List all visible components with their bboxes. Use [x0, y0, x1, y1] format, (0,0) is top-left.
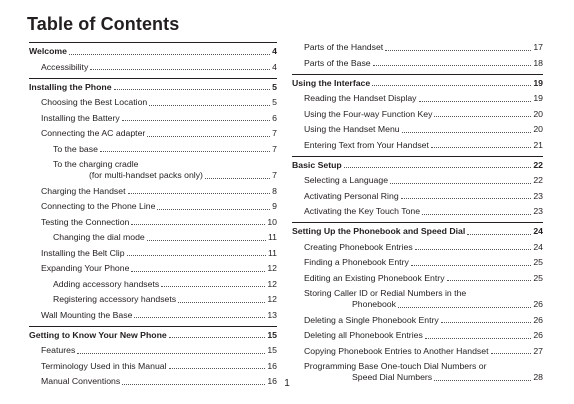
dot-leader [169, 368, 266, 369]
toc-entry-title: To the charging cradle [53, 159, 139, 169]
toc-entry-title: Activating Personal Ring [304, 190, 399, 201]
toc-entry-title: Using the Four-way Function Key [304, 108, 433, 119]
toc-entry[interactable] [292, 175, 543, 186]
toc-page-number: 27 [533, 345, 543, 356]
toc-section-heading[interactable] [292, 78, 543, 89]
toc-entry-title: Installing the Phone [29, 81, 112, 92]
toc-entry[interactable] [29, 113, 277, 124]
toc-entry-title: Terminology Used in this Manual [41, 360, 167, 371]
dot-leader [447, 280, 532, 281]
dot-leader [161, 286, 265, 287]
dot-leader [131, 271, 265, 272]
toc-page-number: 24 [533, 226, 543, 236]
dot-leader [441, 322, 532, 323]
toc-entry[interactable] [29, 279, 277, 290]
dot-leader [422, 214, 531, 215]
dot-leader [131, 224, 265, 225]
toc-left-column [29, 42, 277, 392]
section-divider [29, 78, 277, 79]
dot-leader [373, 65, 532, 66]
toc-page-number: 5 [272, 81, 277, 92]
toc-entry-title: Testing the Connection [41, 216, 130, 227]
toc-entry-title: Basic Setup [292, 159, 342, 170]
toc-entry[interactable] [29, 201, 277, 212]
toc-entry-title: Deleting all Phonebook Entries [304, 330, 423, 340]
dot-leader [491, 353, 532, 354]
toc-page-number: 7 [272, 143, 277, 154]
section-divider [292, 156, 543, 157]
toc-entry-title: Creating Phonebook Entries [304, 241, 413, 252]
dot-leader [178, 302, 265, 303]
toc-page-number: 9 [272, 201, 277, 211]
dot-leader [425, 338, 532, 339]
dot-leader [157, 209, 270, 210]
toc-entry-title: Deleting a Single Phonebook Entry [304, 314, 439, 325]
toc-entry[interactable] [292, 58, 543, 69]
toc-page-number: 22 [533, 159, 543, 170]
toc-page-number: 8 [272, 185, 277, 196]
page-number: 1 [284, 378, 290, 389]
toc-entry-title: Registering accessory handsets [53, 294, 177, 304]
dot-leader [205, 178, 270, 179]
toc-entry-title: Getting to Know Your New Phone [29, 329, 167, 340]
toc-section-heading[interactable] [29, 46, 277, 57]
toc-entry[interactable] [29, 97, 277, 108]
dot-leader [90, 69, 270, 70]
toc-page-number: 19 [533, 93, 543, 103]
toc-entry[interactable] [292, 315, 543, 326]
dot-leader [147, 240, 266, 241]
toc-entry-title: Charging the Handset [41, 185, 126, 196]
dot-leader [467, 234, 531, 235]
toc-entry-title: Welcome [29, 46, 67, 56]
page-title: Table of Contents [27, 14, 180, 34]
toc-entry[interactable] [29, 361, 277, 372]
dot-leader [415, 249, 532, 250]
toc-page-number: 24 [533, 241, 543, 252]
toc-entry-title: Reading the Handset Display [304, 93, 417, 103]
toc-entry-title: Choosing the Best Location [41, 97, 148, 107]
dot-leader [401, 198, 532, 199]
toc-entry-title: Using the Interface [292, 77, 371, 88]
toc-page-number: 12 [267, 263, 277, 273]
toc-entry[interactable] [29, 186, 277, 197]
toc-entry-title: Accessibility [41, 61, 89, 72]
toc-page-number: 4 [272, 61, 277, 72]
toc-entry[interactable] [29, 345, 277, 356]
toc-entry-title: To the base [53, 143, 98, 154]
toc-entry-title: Using the Handset Menu [304, 124, 400, 134]
dot-leader [100, 151, 270, 152]
toc-page-number: 15 [267, 345, 277, 355]
toc-page-number: 22 [533, 175, 543, 185]
toc-page-number: 26 [533, 330, 543, 340]
toc-page-number: 11 [267, 247, 277, 258]
dot-leader [390, 183, 531, 184]
toc-entry-title: Expanding Your Phone [41, 263, 130, 273]
toc-entry[interactable] [29, 310, 277, 321]
toc-section-heading[interactable] [29, 82, 277, 93]
toc-entry[interactable] [292, 257, 543, 268]
toc-entry-title: Adding accessory handsets [53, 278, 160, 289]
toc-entry[interactable] [29, 217, 277, 228]
dot-leader [385, 50, 531, 51]
toc-entry[interactable] [29, 144, 277, 155]
dot-leader [344, 167, 532, 168]
dot-leader [69, 54, 270, 55]
toc-entry-title: Installing the Battery [41, 112, 120, 123]
toc-page-number: 7 [272, 170, 277, 180]
dot-leader [149, 105, 270, 106]
toc-page-number: 23 [533, 206, 543, 216]
toc-entry-title: Connecting the AC adapter [41, 128, 146, 138]
toc-page-number: 5 [272, 97, 277, 107]
toc-entry[interactable] [292, 42, 543, 53]
toc-entry-title: Parts of the Handset [304, 42, 384, 52]
toc-entry[interactable] [29, 294, 277, 305]
dot-leader [169, 337, 266, 338]
toc-entry-title: Entering Text from Your Handset [304, 139, 429, 150]
toc-entry-title: Storing Caller ID or Redial Numbers in the [304, 288, 467, 298]
section-divider [29, 326, 277, 327]
toc-entry[interactable] [292, 124, 543, 135]
toc-entry-title: Finding a Phonebook Entry [304, 257, 409, 267]
toc-entry[interactable] [29, 159, 277, 181]
toc-entry-title: Activating the Key Touch Tone [304, 206, 421, 216]
section-divider [292, 222, 543, 223]
toc-page-number: 26 [533, 314, 543, 325]
toc-entry[interactable] [292, 109, 543, 120]
dot-leader [122, 120, 270, 121]
toc-page-number: 15 [267, 329, 277, 340]
toc-entry-title-continued: Speed Dial Numbers [352, 372, 433, 382]
toc-page-number: 28 [533, 372, 543, 382]
toc-entry[interactable] [29, 263, 277, 274]
toc-entry-title: Connecting to the Phone Line [41, 201, 156, 211]
toc-page-number: 6 [272, 112, 277, 123]
toc-right-column [292, 42, 543, 388]
toc-page-number: 26 [533, 299, 543, 309]
toc-entry-title: Installing the Belt Clip [41, 247, 125, 258]
toc-page-number: 16 [267, 360, 277, 371]
toc-entry[interactable] [292, 206, 543, 217]
dot-leader [114, 89, 271, 90]
toc-page-number: 17 [533, 42, 543, 52]
toc-entry-title: Selecting a Language [304, 175, 389, 185]
toc-entry-title: Editing an Existing Phonebook Entry [304, 272, 445, 283]
toc-page-number: 13 [267, 309, 277, 320]
dot-leader [411, 265, 532, 266]
dot-leader [398, 307, 531, 308]
toc-entry-title: Features [41, 345, 76, 355]
dot-leader [434, 116, 531, 117]
toc-entry-title: Parts of the Base [304, 57, 371, 68]
toc-section-heading[interactable] [292, 226, 543, 237]
toc-entry-title-continued: Phonebook [352, 299, 396, 309]
dot-leader [147, 136, 270, 137]
toc-entry[interactable] [292, 140, 543, 151]
toc-entry[interactable] [292, 93, 543, 104]
dot-leader [77, 353, 265, 354]
toc-page-number: 20 [533, 124, 543, 134]
toc-entry[interactable] [292, 346, 543, 357]
toc-entry[interactable] [29, 248, 277, 259]
toc-page-number: 21 [533, 139, 543, 150]
dot-leader [128, 193, 271, 194]
section-divider [29, 42, 277, 43]
toc-page-number: 7 [272, 128, 277, 138]
dot-leader [402, 132, 532, 133]
toc-page-number: 25 [533, 257, 543, 267]
toc-entry[interactable] [292, 242, 543, 253]
dot-leader [431, 147, 531, 148]
toc-page-number: 10 [267, 216, 277, 227]
toc-entry-title: Setting Up the Phonebook and Speed Dial [292, 226, 466, 236]
toc-entry-title: Copying Phonebook Entries to Another Handset [304, 345, 489, 356]
toc-entry[interactable] [292, 288, 543, 310]
toc-page-number: 16 [267, 376, 277, 386]
toc-section-heading[interactable] [29, 330, 277, 341]
toc-entry-title: Manual Conventions [41, 376, 121, 386]
toc-entry[interactable] [292, 191, 543, 202]
dot-leader [372, 85, 531, 86]
toc-entry[interactable] [292, 330, 543, 341]
toc-page-number: 12 [267, 294, 277, 304]
toc-entry[interactable] [292, 273, 543, 284]
dot-leader [134, 317, 265, 318]
toc-page-number: 20 [533, 108, 543, 119]
dot-leader [127, 255, 266, 256]
toc-entry[interactable] [29, 128, 277, 139]
toc-page-number: 23 [533, 190, 543, 201]
toc-page-number: 25 [533, 272, 543, 283]
toc-entry-title-continued: (for multi-handset packs only) [89, 170, 203, 180]
section-divider [292, 74, 543, 75]
toc-page-number: 4 [272, 46, 277, 56]
toc-page-number: 12 [267, 278, 277, 289]
toc-section-heading[interactable] [292, 160, 543, 171]
toc-page-number: 19 [533, 77, 543, 88]
dot-leader [419, 101, 532, 102]
toc-entry[interactable] [29, 232, 277, 243]
toc-entry[interactable] [29, 62, 277, 73]
toc-entry-title: Changing the dial mode [53, 232, 145, 242]
toc-entry-title: Programming Base One-touch Dial Numbers or [304, 361, 487, 371]
toc-page-number: 11 [267, 232, 277, 242]
toc-page-number: 18 [533, 57, 543, 68]
toc-entry-title: Wall Mounting the Base [41, 309, 133, 320]
